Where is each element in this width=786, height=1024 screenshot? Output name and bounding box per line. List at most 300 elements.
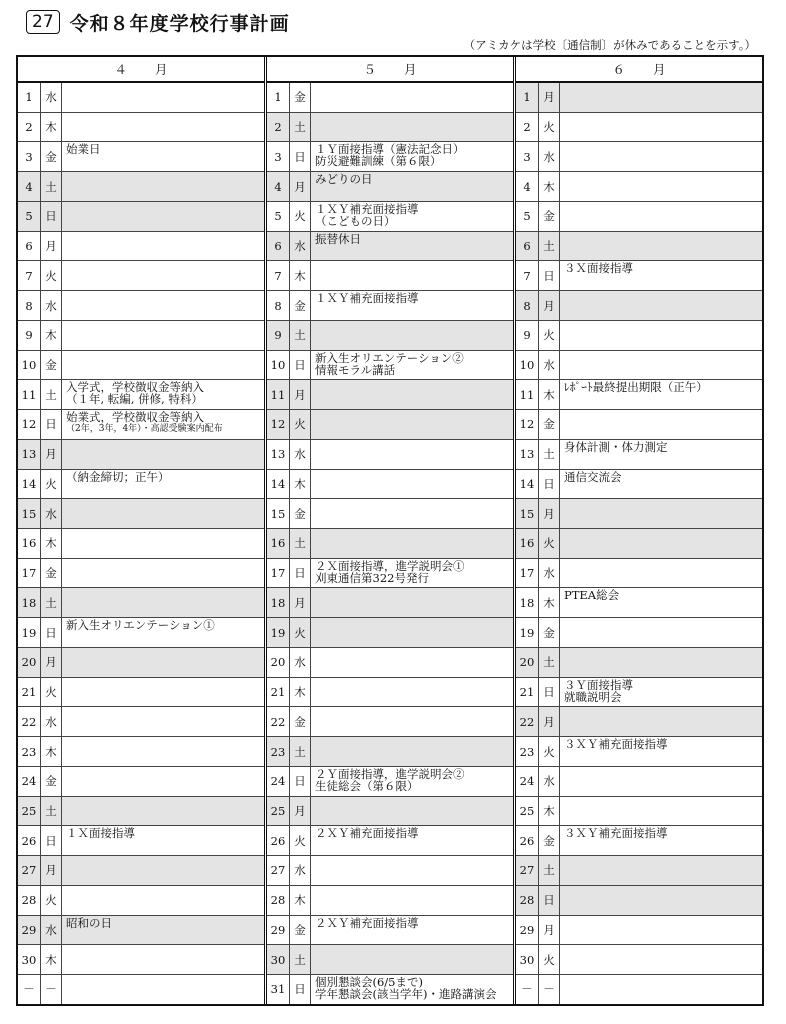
day-number: 21 <box>516 678 539 707</box>
day-row <box>516 202 762 232</box>
day-row <box>516 529 762 559</box>
day-row <box>267 261 513 291</box>
event-cell <box>560 142 762 171</box>
day-row <box>18 351 264 381</box>
event-cell <box>560 648 762 677</box>
day-number: 15 <box>267 499 290 528</box>
event-text: 就職説明会 <box>564 689 622 704</box>
day-number: 6 <box>18 232 41 261</box>
event-cell <box>62 113 264 142</box>
weekday: 土 <box>41 380 62 409</box>
day-number: 17 <box>18 559 41 588</box>
event-text: 昭和の日 <box>66 915 112 930</box>
month-number: ６ <box>612 62 625 77</box>
day-row <box>516 678 762 708</box>
day-number: 8 <box>267 291 290 320</box>
event-cell <box>560 678 762 707</box>
event-cell <box>62 232 264 261</box>
event-text: 防災避難訓練（第６限） <box>315 154 442 169</box>
event-text: 新入生オリエンテーション① <box>66 618 215 633</box>
weekday: 火 <box>539 321 560 350</box>
day-number: 12 <box>267 410 290 439</box>
event-cell <box>311 529 513 558</box>
day-number: 8 <box>18 291 41 320</box>
event-cell <box>62 291 264 320</box>
event-cell <box>62 142 264 171</box>
day-row <box>267 113 513 143</box>
event-text: 生徒総会（第６限） <box>315 778 419 793</box>
day-number: 14 <box>267 470 290 499</box>
event-cell <box>62 945 264 974</box>
weekday: 月 <box>539 83 560 112</box>
event-cell <box>560 410 762 439</box>
day-row <box>516 856 762 886</box>
event-text: ﾚﾎﾟｰﾄ最終提出期限（正午） <box>564 380 708 395</box>
day-number: 10 <box>267 351 290 380</box>
calendar-title: 令和８年度学校行事計画 <box>69 12 290 35</box>
weekday: － <box>539 975 560 1004</box>
event-cell <box>62 351 264 380</box>
day-number: 27 <box>267 856 290 885</box>
event-cell <box>311 945 513 974</box>
weekday: 火 <box>290 202 311 231</box>
month-header <box>18 57 264 83</box>
event-cell <box>62 618 264 647</box>
day-row <box>267 767 513 797</box>
day-row <box>267 440 513 470</box>
weekday: 木 <box>539 797 560 826</box>
event-cell <box>62 916 264 945</box>
day-row <box>18 83 264 113</box>
day-number: 20 <box>516 648 539 677</box>
weekday: 火 <box>539 529 560 558</box>
event-text: ３ＸＹ補充面接指導 <box>564 826 668 841</box>
event-text: 個別懇談会(6/5まで) <box>315 975 423 990</box>
month-number: ４ <box>114 62 127 77</box>
weekday: 土 <box>539 648 560 677</box>
event-cell <box>560 559 762 588</box>
day-row <box>267 202 513 232</box>
day-number: 30 <box>516 945 539 974</box>
weekday: 土 <box>290 529 311 558</box>
weekday: 火 <box>290 618 311 647</box>
weekday: 木 <box>539 588 560 617</box>
weekday: 月 <box>539 916 560 945</box>
day-row <box>516 351 762 381</box>
weekday: 月 <box>41 440 62 469</box>
day-number: 26 <box>516 826 539 855</box>
weekday: 木 <box>290 678 311 707</box>
day-row <box>267 380 513 410</box>
day-row <box>18 797 264 827</box>
weekday: 月 <box>539 291 560 320</box>
day-number: 25 <box>516 797 539 826</box>
event-cell <box>62 83 264 112</box>
weekday: 日 <box>539 886 560 915</box>
weekday: 木 <box>290 261 311 290</box>
weekday: 日 <box>290 351 311 380</box>
month-header <box>267 57 513 83</box>
weekday: 水 <box>41 916 62 945</box>
weekday: 火 <box>41 886 62 915</box>
event-text: 情報モラル講話 <box>315 362 396 377</box>
event-cell <box>62 499 264 528</box>
day-row <box>516 83 762 113</box>
weekday: 月 <box>41 648 62 677</box>
weekday: 木 <box>41 945 62 974</box>
day-row <box>267 351 513 381</box>
day-number: 4 <box>18 172 41 201</box>
event-cell <box>62 380 264 409</box>
day-number: 2 <box>267 113 290 142</box>
day-row <box>267 618 513 648</box>
day-number: 7 <box>18 261 41 290</box>
event-cell <box>560 499 762 528</box>
event-text: （納金締切；正午） <box>66 469 170 484</box>
day-number: 31 <box>267 975 290 1004</box>
event-cell <box>311 232 513 261</box>
weekday: 日 <box>290 975 311 1004</box>
weekday: 木 <box>539 172 560 201</box>
day-row <box>18 737 264 767</box>
day-number: 18 <box>516 588 539 617</box>
day-number: 22 <box>516 707 539 736</box>
weekday: 水 <box>290 856 311 885</box>
weekday: 金 <box>290 499 311 528</box>
day-row <box>516 648 762 678</box>
event-cell <box>62 470 264 499</box>
event-cell <box>311 916 513 945</box>
month-column-june <box>513 57 762 1004</box>
day-row <box>267 142 513 172</box>
weekday: 火 <box>290 826 311 855</box>
day-row <box>18 618 264 648</box>
day-number: 3 <box>18 142 41 171</box>
weekday: 水 <box>41 707 62 736</box>
day-number: 25 <box>18 797 41 826</box>
day-number: 10 <box>516 351 539 380</box>
event-cell <box>560 172 762 201</box>
weekday: 日 <box>290 767 311 796</box>
weekday: 土 <box>41 172 62 201</box>
event-cell <box>62 826 264 855</box>
weekday: 土 <box>41 797 62 826</box>
day-row <box>18 916 264 946</box>
event-cell <box>311 588 513 617</box>
event-cell <box>311 261 513 290</box>
event-cell <box>560 916 762 945</box>
day-row <box>516 797 762 827</box>
event-cell <box>62 678 264 707</box>
day-number: 1 <box>516 83 539 112</box>
day-row <box>516 410 762 440</box>
day-row <box>267 470 513 500</box>
day-row <box>18 440 264 470</box>
day-row <box>18 975 264 1004</box>
day-row <box>267 499 513 529</box>
event-cell <box>560 470 762 499</box>
day-row <box>267 916 513 946</box>
event-cell <box>62 202 264 231</box>
day-row <box>267 856 513 886</box>
day-number: 13 <box>516 440 539 469</box>
event-cell <box>311 618 513 647</box>
weekday: 金 <box>290 916 311 945</box>
event-cell <box>311 797 513 826</box>
day-number: 5 <box>18 202 41 231</box>
weekday: 日 <box>539 470 560 499</box>
weekday: － <box>41 975 62 1004</box>
event-cell <box>62 559 264 588</box>
day-number: 3 <box>516 142 539 171</box>
calendar-table <box>16 55 764 1006</box>
event-cell <box>62 261 264 290</box>
weekday: 金 <box>290 83 311 112</box>
event-text: 新入生オリエンテーション② <box>315 350 464 365</box>
event-text: 始業日 <box>66 142 101 157</box>
event-cell <box>311 707 513 736</box>
day-number: 16 <box>267 529 290 558</box>
day-row <box>18 232 264 262</box>
day-number: 7 <box>516 261 539 290</box>
day-row <box>18 707 264 737</box>
day-number: 12 <box>18 410 41 439</box>
day-number: 23 <box>516 737 539 766</box>
day-row <box>516 737 762 767</box>
weekday: 火 <box>41 470 62 499</box>
day-number: 16 <box>516 529 539 558</box>
day-number: 3 <box>267 142 290 171</box>
event-text: １ＸＹ補充面接指導 <box>315 291 419 306</box>
day-row <box>516 618 762 648</box>
event-cell <box>311 737 513 766</box>
day-row <box>18 142 264 172</box>
day-number: 5 <box>267 202 290 231</box>
day-number: 14 <box>516 470 539 499</box>
day-row <box>516 945 762 975</box>
day-number: 6 <box>516 232 539 261</box>
weekday: 火 <box>539 945 560 974</box>
day-number: 18 <box>267 588 290 617</box>
shading-note: （アミカケは学校〔通信制〕が休みであることを示す。） <box>463 38 756 52</box>
weekday: 月 <box>539 499 560 528</box>
weekday: 金 <box>539 826 560 855</box>
day-row <box>267 975 513 1004</box>
day-number: 22 <box>267 707 290 736</box>
weekday: 木 <box>41 529 62 558</box>
month-column-may <box>264 57 513 1004</box>
day-row <box>516 767 762 797</box>
weekday: 月 <box>290 588 311 617</box>
event-cell <box>560 856 762 885</box>
day-number: 26 <box>267 826 290 855</box>
day-row <box>18 172 264 202</box>
day-row <box>18 826 264 856</box>
event-cell <box>560 826 762 855</box>
event-text: みどりの日 <box>315 172 373 187</box>
event-cell <box>311 440 513 469</box>
weekday: 金 <box>539 202 560 231</box>
day-row <box>516 886 762 916</box>
event-cell <box>311 291 513 320</box>
day-number: 29 <box>516 916 539 945</box>
day-list <box>516 83 762 1004</box>
weekday: 火 <box>41 261 62 290</box>
weekday: 日 <box>41 410 62 439</box>
day-number: 24 <box>267 767 290 796</box>
event-cell <box>62 172 264 201</box>
event-cell <box>560 767 762 796</box>
event-text: （2年，3年，4年）・高認受験案内配布 <box>66 424 223 435</box>
day-number: 16 <box>18 529 41 558</box>
event-cell <box>311 886 513 915</box>
day-number: 22 <box>18 707 41 736</box>
event-text: ２Ｙ面接指導，進学説明会② <box>315 766 465 781</box>
day-number: 17 <box>516 559 539 588</box>
weekday: 月 <box>539 707 560 736</box>
event-cell <box>560 202 762 231</box>
day-row <box>267 172 513 202</box>
weekday: 日 <box>41 618 62 647</box>
event-cell <box>311 410 513 439</box>
day-row <box>18 945 264 975</box>
weekday: 月 <box>290 380 311 409</box>
day-row <box>18 648 264 678</box>
event-text: （こどもの日） <box>315 213 396 228</box>
day-row <box>18 678 264 708</box>
weekday: 水 <box>290 232 311 261</box>
weekday: 日 <box>290 142 311 171</box>
day-row <box>516 380 762 410</box>
day-row <box>18 559 264 589</box>
weekday: 金 <box>41 142 62 171</box>
event-cell <box>311 678 513 707</box>
day-number: 28 <box>516 886 539 915</box>
day-row <box>267 678 513 708</box>
event-cell <box>560 797 762 826</box>
event-cell <box>560 588 762 617</box>
day-row <box>18 767 264 797</box>
day-number: 15 <box>18 499 41 528</box>
day-row <box>516 559 762 589</box>
day-row <box>18 499 264 529</box>
event-cell <box>311 470 513 499</box>
day-row <box>516 975 762 1004</box>
event-cell <box>62 440 264 469</box>
day-number: 20 <box>18 648 41 677</box>
day-row <box>267 321 513 351</box>
day-row <box>516 172 762 202</box>
event-text: ３Ｘ面接指導 <box>564 261 633 276</box>
weekday: 金 <box>41 767 62 796</box>
event-cell <box>560 261 762 290</box>
weekday: 水 <box>290 648 311 677</box>
day-number: － <box>516 975 539 1004</box>
month-label: 月 <box>404 62 417 77</box>
event-cell <box>62 648 264 677</box>
day-row <box>267 410 513 440</box>
day-row <box>516 232 762 262</box>
event-cell <box>62 767 264 796</box>
event-text: 始業式，学校徴収金等納入 <box>66 410 204 425</box>
day-number: 28 <box>267 886 290 915</box>
event-cell <box>62 321 264 350</box>
day-number: 23 <box>267 737 290 766</box>
weekday: 日 <box>41 202 62 231</box>
month-label: 月 <box>653 62 666 77</box>
day-number: 2 <box>18 113 41 142</box>
day-number: 7 <box>267 261 290 290</box>
day-number: 24 <box>18 767 41 796</box>
day-row <box>18 886 264 916</box>
weekday: 水 <box>41 291 62 320</box>
day-row <box>18 529 264 559</box>
event-cell <box>62 707 264 736</box>
day-number: 18 <box>18 588 41 617</box>
weekday: 土 <box>41 588 62 617</box>
event-cell <box>311 172 513 201</box>
weekday: 金 <box>41 559 62 588</box>
day-row <box>267 588 513 618</box>
event-cell <box>560 83 762 112</box>
day-number: 26 <box>18 826 41 855</box>
event-cell <box>62 737 264 766</box>
weekday: 木 <box>41 113 62 142</box>
event-text: ２ＸＹ補充面接指導 <box>315 826 419 841</box>
day-row <box>516 440 762 470</box>
day-row <box>18 291 264 321</box>
day-row <box>267 886 513 916</box>
weekday: 火 <box>41 678 62 707</box>
event-text: １Ｘ面接指導 <box>66 826 135 841</box>
day-row <box>267 232 513 262</box>
day-row <box>516 113 762 143</box>
event-text: 身体計測・体力測定 <box>564 439 668 454</box>
weekday: 木 <box>290 886 311 915</box>
event-cell <box>311 826 513 855</box>
event-cell <box>311 559 513 588</box>
event-cell <box>62 410 264 439</box>
event-cell <box>311 83 513 112</box>
weekday: 金 <box>290 291 311 320</box>
day-row <box>516 291 762 321</box>
weekday: 土 <box>539 856 560 885</box>
event-cell <box>311 202 513 231</box>
weekday: 木 <box>290 470 311 499</box>
weekday: 月 <box>290 797 311 826</box>
day-number: 30 <box>267 945 290 974</box>
weekday: 日 <box>290 559 311 588</box>
day-number: 19 <box>267 618 290 647</box>
event-text: 刈東通信第322号発行 <box>315 570 429 585</box>
day-number: 11 <box>516 380 539 409</box>
weekday: 水 <box>539 559 560 588</box>
event-text: 振替休日 <box>315 231 361 246</box>
event-cell <box>62 886 264 915</box>
day-row <box>267 83 513 113</box>
weekday: 木 <box>41 321 62 350</box>
weekday: 木 <box>539 380 560 409</box>
event-text: 学年懇談会(該当学年)・進路講演会 <box>315 987 497 1002</box>
weekday: 水 <box>290 440 311 469</box>
day-number: 9 <box>18 321 41 350</box>
weekday: 水 <box>539 767 560 796</box>
day-number: 21 <box>267 678 290 707</box>
day-number: 1 <box>267 83 290 112</box>
weekday: 日 <box>41 826 62 855</box>
event-cell <box>560 737 762 766</box>
event-cell <box>560 351 762 380</box>
